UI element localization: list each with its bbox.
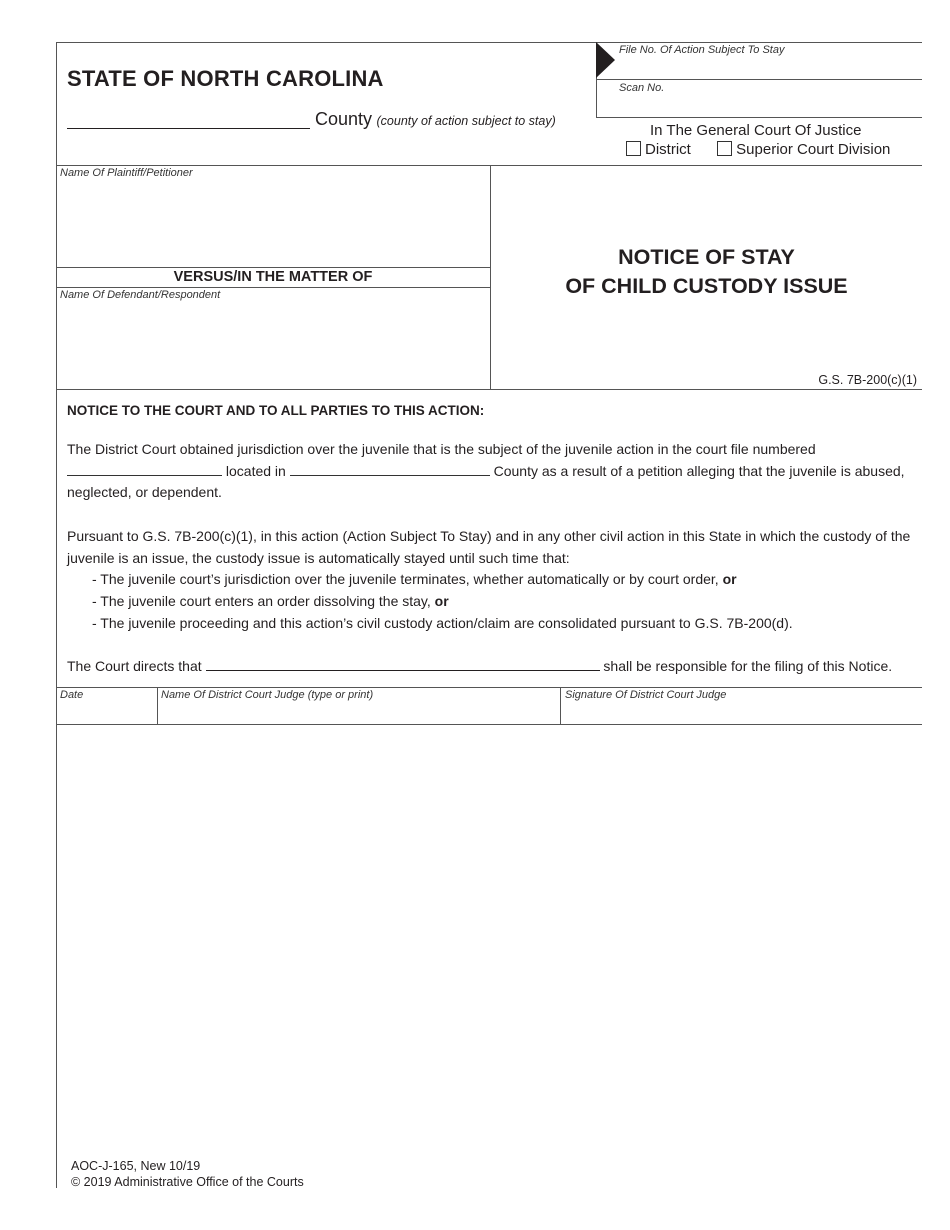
plaintiff-field[interactable] bbox=[60, 182, 486, 264]
superior-label: Superior Court Division bbox=[736, 141, 891, 158]
date-field[interactable] bbox=[60, 703, 154, 722]
statute-reference: G.S. 7B-200(c)(1) bbox=[818, 373, 917, 387]
notice-paragraph-2 bbox=[67, 526, 927, 635]
bullet-2-text: - The juvenile court enters an order dissolving the stay, bbox=[92, 593, 431, 610]
parties-bottom-divider bbox=[56, 389, 922, 390]
header-divider bbox=[56, 165, 922, 166]
form-footer bbox=[71, 1158, 304, 1190]
district-checkbox[interactable] bbox=[626, 141, 641, 156]
file-no-divider bbox=[596, 79, 922, 80]
judge-signature-label: Signature Of District Court Judge bbox=[565, 689, 727, 701]
responsible-party-blank[interactable] bbox=[206, 656, 600, 671]
form-number: AOC-J-165, New 10/19 bbox=[71, 1159, 201, 1173]
scan-no-label: Scan No. bbox=[619, 82, 665, 94]
court-division-options bbox=[626, 141, 890, 158]
judge-name-field[interactable] bbox=[161, 703, 556, 722]
state-title: STATE OF NORTH CAROLINA bbox=[67, 66, 384, 91]
directs-prefix: The Court directs that bbox=[67, 658, 202, 674]
file-no-field[interactable] bbox=[600, 58, 920, 78]
county-input[interactable] bbox=[67, 110, 310, 129]
defendant-field[interactable] bbox=[60, 304, 486, 384]
left-border bbox=[56, 42, 57, 1188]
judge-signature-field[interactable] bbox=[565, 703, 920, 722]
versus-top-line bbox=[56, 267, 490, 268]
p1-line3: neglected, or dependent. bbox=[67, 484, 222, 501]
versus-label: VERSUS/IN THE MATTER OF bbox=[173, 269, 373, 285]
p1-line1: The District Court obtained jurisdiction over the juvenile that is the subject of the juvenile action in the court file numbered bbox=[67, 441, 816, 457]
county-blank[interactable] bbox=[290, 461, 490, 476]
date-divider bbox=[157, 687, 158, 724]
county-hint: (county of action subject to stay) bbox=[376, 114, 556, 128]
date-label: Date bbox=[60, 689, 84, 701]
bullet-1-or: or bbox=[722, 571, 737, 588]
signature-row-top bbox=[56, 687, 922, 688]
defendant-label: Name Of Defendant/Respondent bbox=[60, 289, 221, 301]
notice-paragraph-1 bbox=[67, 439, 927, 504]
p1-line2 bbox=[67, 461, 927, 483]
district-label: District bbox=[645, 141, 691, 158]
form-title bbox=[491, 243, 922, 301]
file-box-bottom bbox=[596, 117, 922, 118]
file-no-label: File No. Of Action Subject To Stay bbox=[619, 44, 785, 56]
bullet-1 bbox=[67, 569, 927, 591]
scan-no-field[interactable] bbox=[600, 96, 920, 116]
bullet-2 bbox=[67, 591, 927, 613]
p2-line2: juvenile is an issue, the custody issue is automatically stayed until such time that: bbox=[67, 549, 570, 566]
file-box-top bbox=[596, 42, 922, 43]
p1-county-rest: County as a result of a petition alleging that the juvenile is abused, bbox=[493, 462, 905, 479]
county-label bbox=[315, 109, 556, 130]
signature-row-bottom bbox=[56, 724, 922, 725]
bullet-3: - The juvenile proceeding and this action’s civil custody action/claim are consolidated pursuant to G.S. 7B-200(d). bbox=[92, 614, 793, 631]
p1-located-in: located in bbox=[225, 462, 286, 479]
directs-suffix: shall be responsible for the filing of this Notice. bbox=[603, 658, 893, 674]
judge-name-divider bbox=[560, 687, 561, 724]
plaintiff-label: Name Of Plaintiff/Petitioner bbox=[60, 167, 193, 179]
judge-name-label: Name Of District Court Judge (type or print) bbox=[161, 689, 374, 701]
superior-checkbox[interactable] bbox=[717, 141, 732, 156]
copyright: © 2019 Administrative Office of the Courts bbox=[71, 1175, 304, 1189]
file-number-blank[interactable] bbox=[67, 461, 222, 476]
bullet-2-or: or bbox=[434, 593, 449, 610]
form-title-line2: OF CHILD CUSTODY ISSUE bbox=[565, 274, 848, 298]
versus-bottom-line bbox=[56, 287, 490, 288]
p2-line1: Pursuant to G.S. 7B-200(c)(1), in this action (Action Subject To Stay) and in any other civil action in this State in which the custody of the bbox=[67, 528, 911, 544]
court-name: In The General Court Of Justice bbox=[650, 122, 862, 139]
form-title-line1: NOTICE OF STAY bbox=[618, 245, 795, 269]
top-border bbox=[56, 42, 596, 43]
county-word: County bbox=[315, 109, 373, 129]
notice-heading: NOTICE TO THE COURT AND TO ALL PARTIES TO THIS ACTION: bbox=[67, 403, 485, 418]
court-directs-line bbox=[67, 656, 892, 678]
bullet-1-text: - The juvenile court’s jurisdiction over the juvenile terminates, whether automatically or by court order, bbox=[92, 571, 719, 588]
